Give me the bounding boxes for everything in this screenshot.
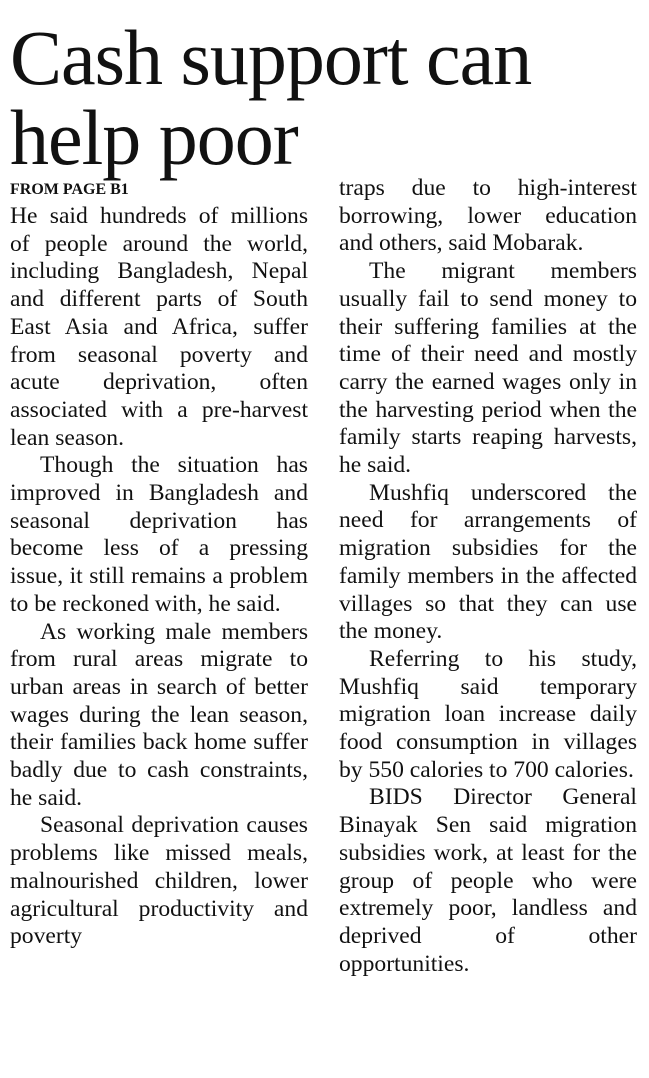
paragraph: Referring to his study, Mushfiq said temporary migration loan increase daily food consumption in villages by 550 calories to 700 calories.	[339, 645, 637, 783]
paragraph: He said hundreds of millions of people around the world, including Bangladesh, Nepal and different parts of South East Asia and Africa, suffer from seasonal poverty and acute deprivation, often associated with a pre-harvest lean season.	[10, 203, 308, 451]
paragraph: Mushfiq underscored the need for arrangements of migration subsidies for the family members in the affected villages so that they can use the money.	[339, 479, 637, 645]
headline: Cash support can help poor	[10, 14, 532, 181]
paragraph: The migrant members usually fail to send money to their suffering families at the time of their need and mostly carry the earned wages only in the harvesting period when the family starts reaping harvests, he said.	[339, 258, 637, 479]
from-page-label: FROM PAGE B1	[10, 181, 129, 198]
paragraph: Seasonal deprivation causes problems like missed meals, malnourished children, lower agricultural productivity and poverty	[10, 812, 308, 950]
paragraph: As working male members from rural areas migrate to urban areas in search of better wages during the lean season, their families back home suffer badly due to cash constraints, he said.	[10, 618, 308, 811]
article-column-left	[10, 203, 308, 951]
paragraph: Though the situation has improved in Bangladesh and seasonal deprivation has become less of a pressing issue, it still remains a problem to be reckoned with, he said.	[10, 452, 308, 617]
paragraph: traps due to high-interest borrowing, lower education and others, said Mobarak.	[339, 175, 637, 257]
article-column-right	[339, 175, 637, 978]
paragraph: BIDS Director General Binayak Sen said migration subsidies work, at least for the group of people who were extremely poor, landless and deprived of other opportunities.	[339, 784, 637, 977]
